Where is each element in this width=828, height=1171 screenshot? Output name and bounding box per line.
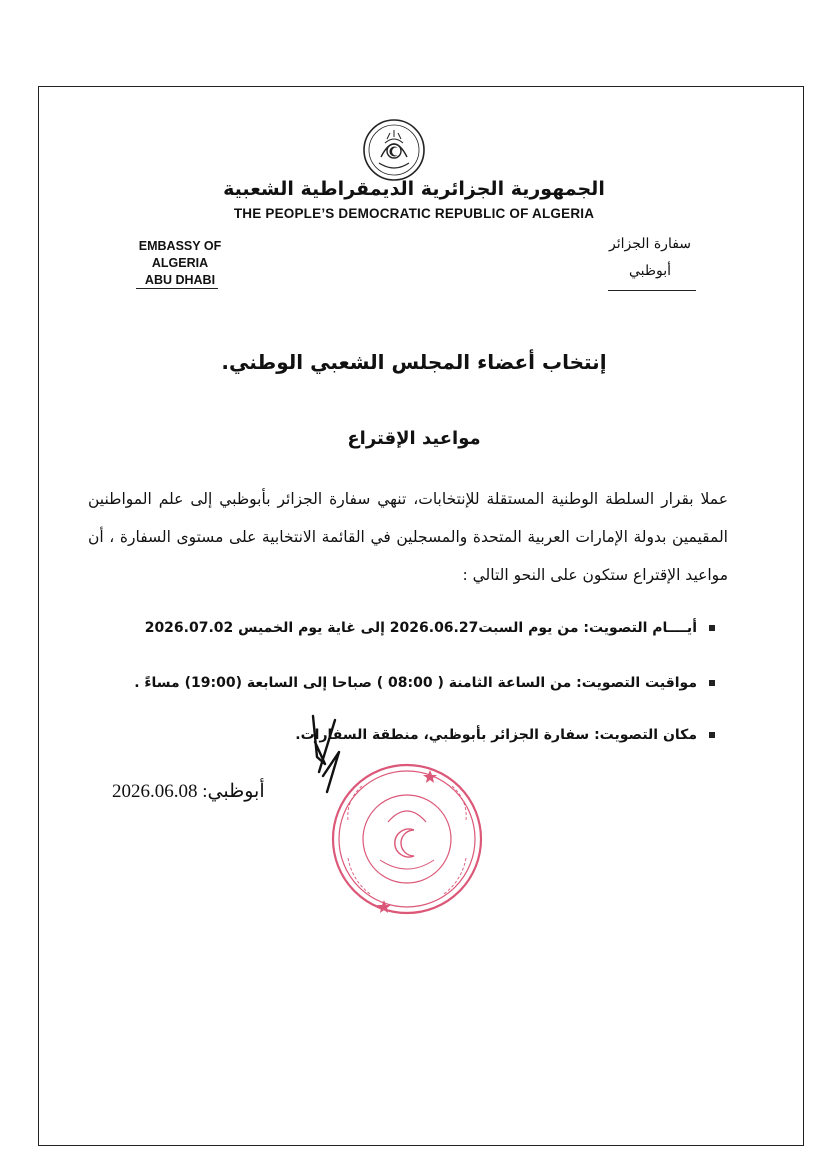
document-subject: إنتخاب أعضاء المجلس الشعبي الوطني. bbox=[221, 350, 607, 374]
section-heading: مواعيد الإقتراع bbox=[347, 428, 481, 449]
list-item bbox=[134, 675, 715, 691]
embassy-name-en-line: EMBASSY OF ALGERIA bbox=[138, 239, 222, 270]
national-emblem-icon bbox=[361, 117, 427, 183]
bullet-icon bbox=[709, 732, 715, 738]
embassy-city-en-line: ABU DHABI bbox=[144, 273, 216, 287]
voting-days-text: أيــــام التصويت: من يوم السبت2026.06.27 إلى غاية يوم الخميس 2026.07.02 bbox=[144, 620, 697, 636]
bullet-icon bbox=[709, 680, 715, 686]
divider-right bbox=[608, 290, 696, 291]
voting-hours-text: مواقيت التصويت: من الساعة الثامنة ( 08:00 ) صباحا إلى السابعة (19:00) مساءً . bbox=[134, 675, 697, 691]
embassy-name-english bbox=[110, 238, 250, 289]
signature bbox=[295, 712, 365, 802]
place-and-date: أبوظبي: 2026.06.08 bbox=[112, 781, 265, 802]
embassy-city-ar-line: أبوظبي bbox=[628, 263, 672, 279]
embassy-name-ar-line: سفارة الجزائر bbox=[608, 236, 692, 252]
voting-place-text: مكان التصويت: سفارة الجزائر بأبوظبي، منطقة السفارات. bbox=[295, 727, 697, 743]
embassy-name-arabic bbox=[600, 231, 700, 285]
bullet-icon bbox=[709, 625, 715, 631]
list-item bbox=[144, 620, 715, 636]
country-title-english: THE PEOPLE’S DEMOCRATIC REPUBLIC OF ALGERIA bbox=[233, 206, 595, 221]
country-title-arabic: الجمهورية الجزائرية الديمقراطية الشعبية bbox=[223, 178, 605, 200]
divider-left bbox=[136, 288, 218, 289]
list-item bbox=[150, 727, 715, 743]
body-paragraph: عملا بقرار السلطة الوطنية المستقلة للإنتخابات، تنهي سفارة الجزائر بأبوظبي إلى علم المواطنين المقيمين بدولة الإمارات العربية المتحدة والمسجلين في القائمة الانتخابية على مستوى السفارة ، أن مواعيد الإقتراع ستكون على النحو التالي : bbox=[88, 490, 728, 584]
